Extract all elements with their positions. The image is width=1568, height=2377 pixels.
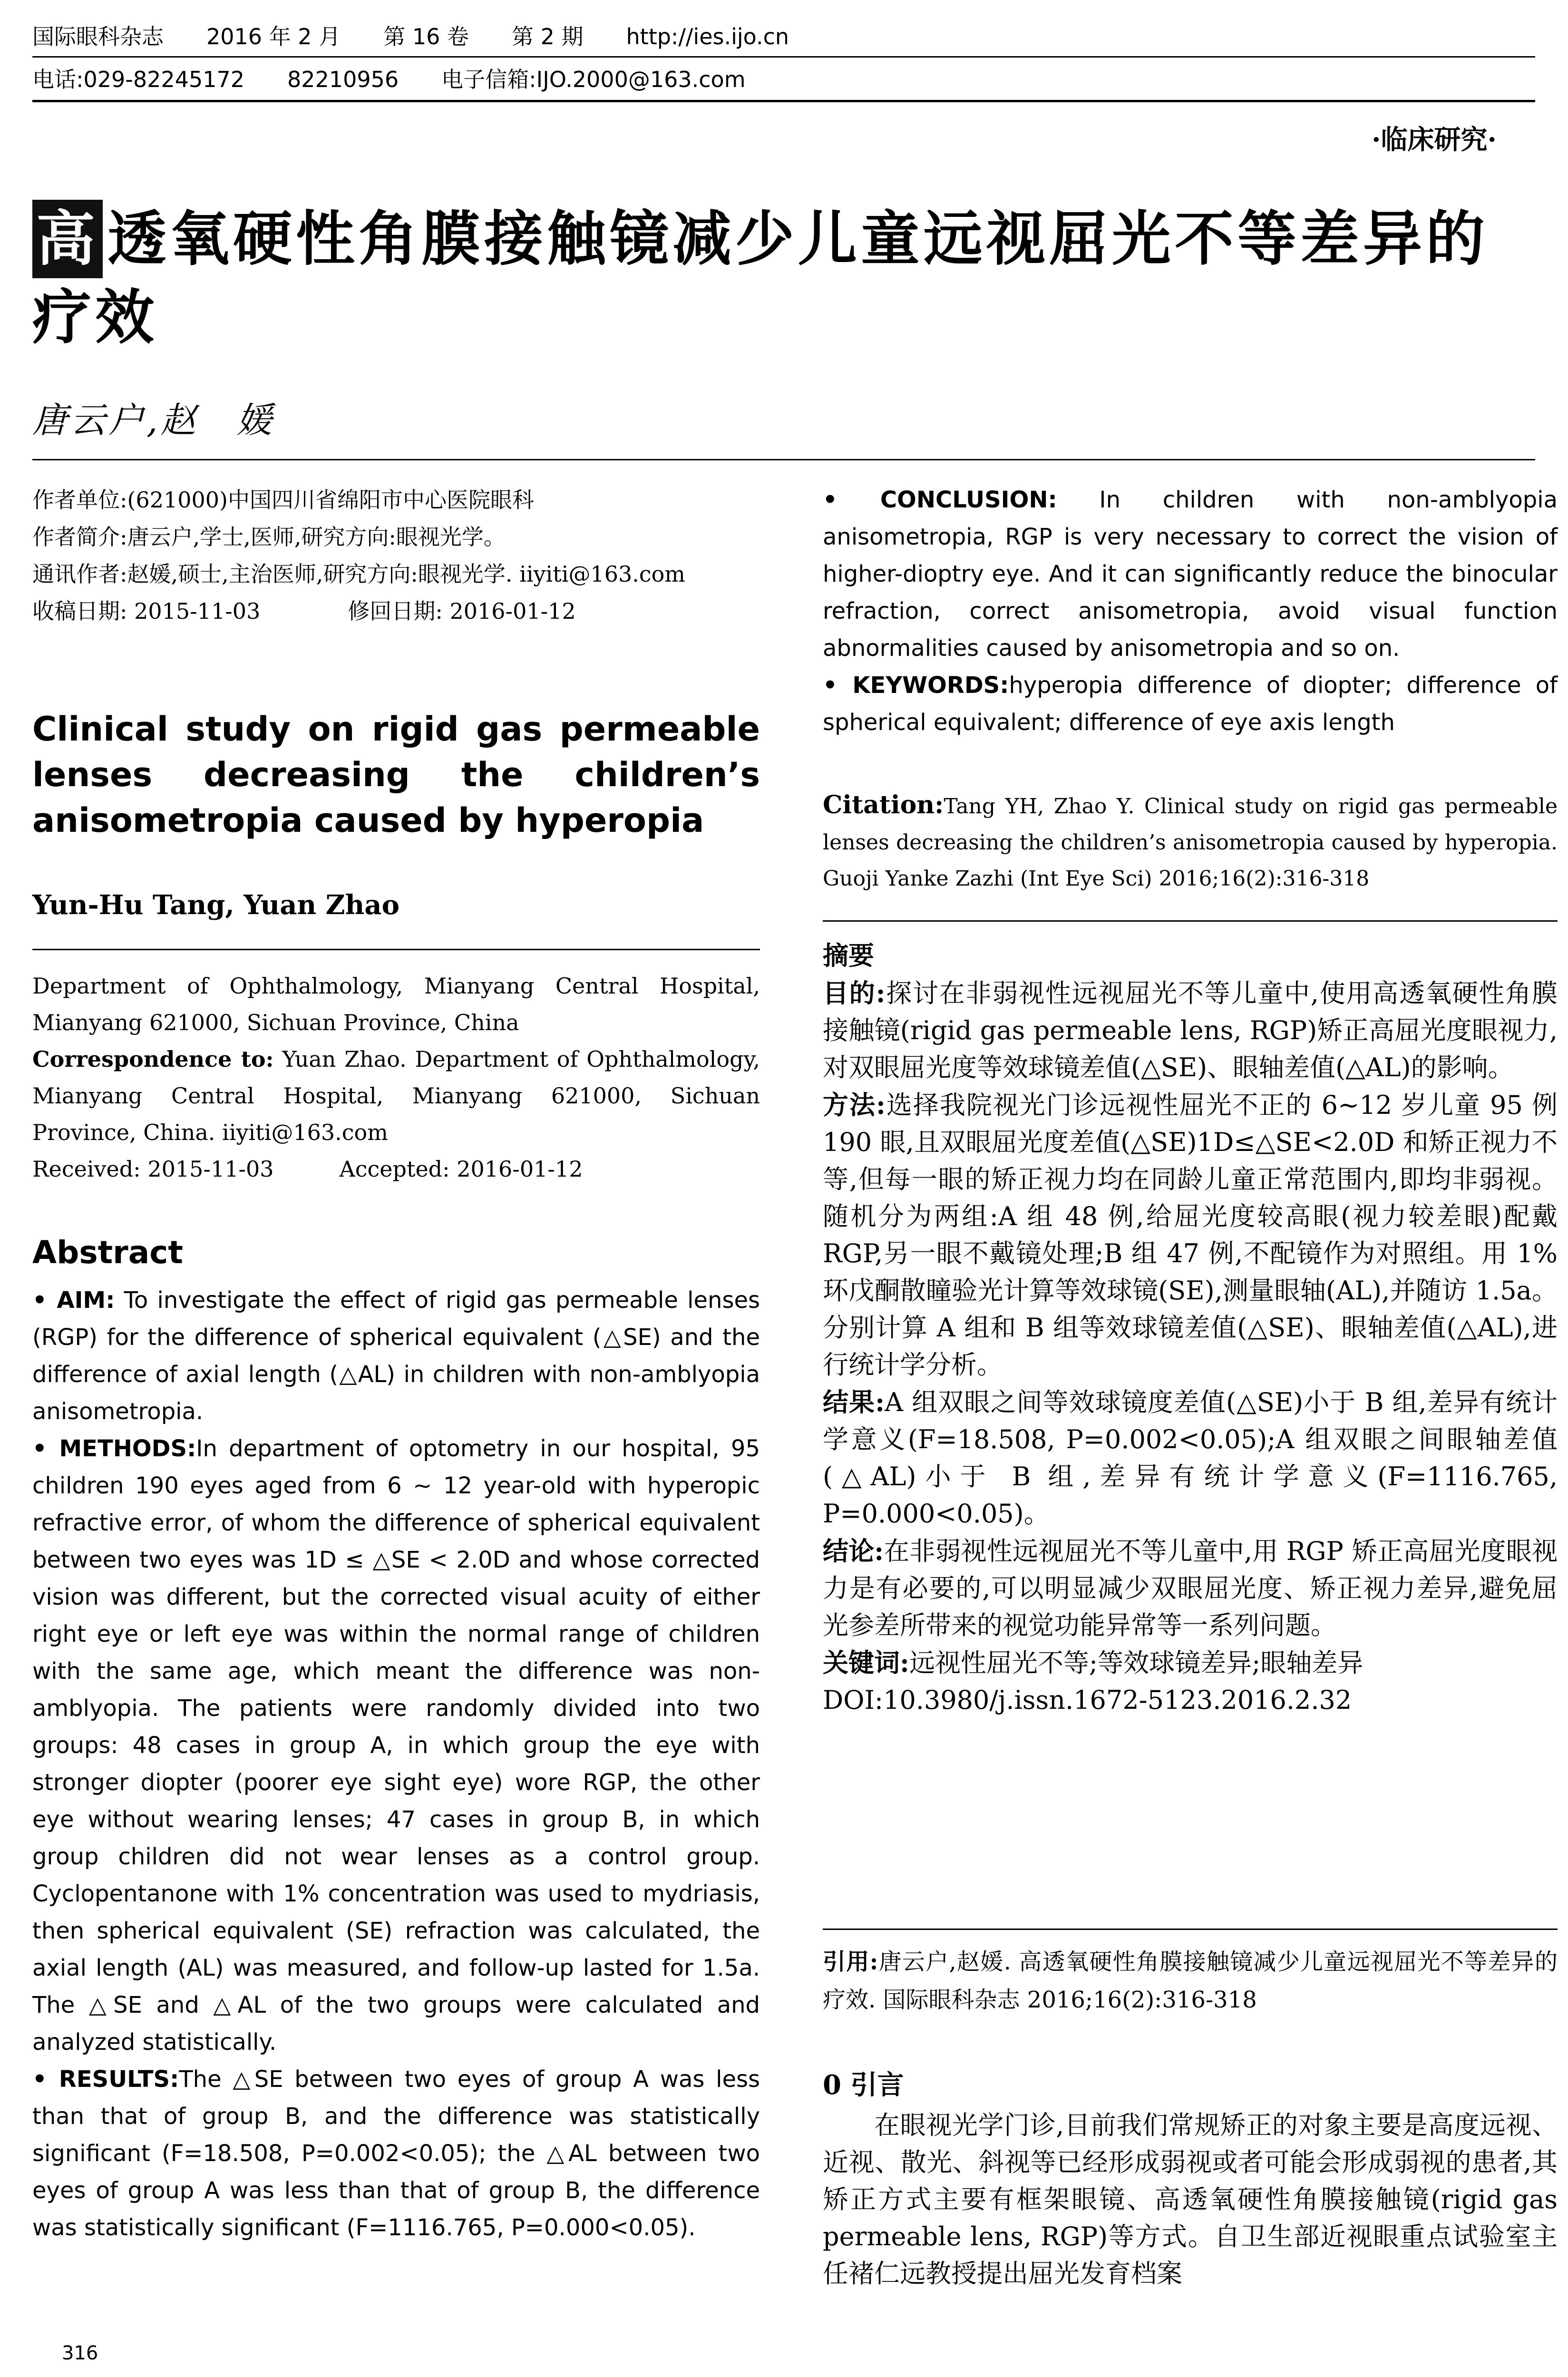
- results-text: The △SE between two eyes of group A was less than that of group B, and the difference was statistically significant (F=18.508, P=0.002<0.05); the △AL between two eyes of group A was less than that of group B, the difference was statistically significant (F=1116.765, P=0.000<0.05).: [32, 2066, 760, 2241]
- department: Department of Ophthalmology, Mianyang Central Hospital, Mianyang 621000, Sichuan Province, China: [32, 973, 760, 1035]
- email: 电子信箱:IJO.2000@163.com: [441, 67, 746, 92]
- abstract-keywords: [823, 667, 1558, 741]
- zhaiyao-heading: [823, 937, 1558, 974]
- issue-number: 第 2 期: [511, 24, 584, 49]
- correspondence-label: Correspondence to:: [32, 1046, 274, 1072]
- journal-name: 国际眼科杂志: [32, 24, 164, 49]
- zhaiyao-mudi: [823, 974, 1558, 1086]
- section-label: ·临床研究·: [1372, 124, 1497, 156]
- phone-2: 82210956: [287, 67, 399, 92]
- methods-label: • METHODS:: [32, 1435, 196, 1462]
- english-authors: Yun-Hu Tang, Yuan Zhao: [32, 889, 399, 921]
- jielun-label: 结论:: [823, 1536, 884, 1566]
- mudi-label: 目的:: [823, 978, 886, 1008]
- yinyong-label: 引用:: [823, 1948, 878, 1975]
- doi: DOI:10.3980/j.issn.1672-5123.2016.2.32: [823, 1685, 1352, 1715]
- citation-label: Citation:: [823, 790, 944, 819]
- header-divider: [32, 56, 1535, 58]
- fangfa-text: 选择我院视光门诊远视性屈光不正的 6~12 岁儿童 95 例 190 眼,且双眼屈光度差值(△SE)1D≤△SE<2.0D 和矫正视力不等,但每一眼的矫正视力均在同龄儿童正常范围内,即均非弱视。随机分为两组:A 组 48 例,给屈光度较高眼(视力较差眼)配戴 RGP,另一眼不戴镜处理;B 组 47 例,不配镜作为对照组。用 1% 环戊酮散瞳验光计算等效球镜(SE),测量眼轴(AL),并随访 1.5a。分别计算 A 组和 B 组等效球镜差值(△SE)、眼轴差值(△AL),进行统计学分析。: [823, 1090, 1558, 1380]
- abstract-heading: Abstract: [32, 1234, 183, 1271]
- jieguo-text: A 组双眼之间等效球镜度差值(△SE)小于 B 组,差异有统计学意义(F=18.508, P=0.002<0.05);A 组双眼之间眼轴差值(△AL)小于 B 组,差异有统计学意义(F=1116.765, P=0.000<0.05)。: [823, 1387, 1558, 1529]
- cn-keywords-label: 关键词:: [823, 1647, 909, 1678]
- keywords-text: hyperopia difference of diopter; difference of spherical equivalent; difference of eye axis length: [823, 672, 1558, 736]
- citation-block: [823, 787, 1558, 897]
- received-revised-dates: 收稿日期: 2015-11-03 修回日期: 2016-01-12: [32, 598, 576, 624]
- article-title: [32, 200, 1535, 357]
- title-badge: 高: [32, 200, 103, 278]
- mudi-text: 探讨在非弱视性远视屈光不等儿童中,使用高透氧硬性角膜接触镜(rigid gas permeable lens, RGP)矫正高屈光度眼视力,对双眼屈光度等效球镜差值(△SE)、眼轴差值(△AL)的影响。: [823, 978, 1558, 1082]
- cn-keywords-text: 远视性屈光不等;等效球镜差异;眼轴差异: [909, 1648, 1363, 1678]
- conclusion-label: • CONCLUSION:: [823, 487, 1057, 513]
- chinese-citation: [823, 1943, 1558, 2019]
- authors-divider: [32, 459, 1535, 460]
- results-label: • RESULTS:: [32, 2066, 179, 2093]
- abstract-conclusion: [823, 481, 1558, 667]
- issue-date: 2016 年 2 月: [206, 24, 341, 49]
- journal-url: http://ies.ijo.cn: [626, 24, 789, 49]
- phone: 电话:029-82245172: [32, 67, 245, 92]
- abstract-aim: [32, 1282, 760, 1430]
- abstract-results: [32, 2061, 760, 2246]
- english-title: Clinical study on rigid gas permeable lenses decreasing the children’s anisometropia caused by hyperopia: [32, 710, 760, 840]
- jieguo-label: 结果:: [823, 1387, 885, 1417]
- zhaiyao-fangfa: [823, 1086, 1558, 1383]
- jielun-text: 在非弱视性远视屈光不等儿童中,用 RGP 矫正高屈光度眼视力是有必要的,可以明显减少双眼屈光度、矫正视力差异,避免屈光参差所带来的视觉功能异常等一系列问题。: [823, 1536, 1558, 1640]
- zhaiyao-jieguo: [823, 1383, 1558, 1532]
- aim-label: • AIM:: [32, 1287, 115, 1314]
- abstract-body: [32, 1282, 760, 2246]
- abstract-methods: [32, 1430, 760, 2061]
- fangfa-label: 方法:: [823, 1090, 886, 1120]
- citation-text: Tang YH, Zhao Y. Clinical study on rigid gas permeable lenses decreasing the children’s anisometropia caused by hyperopia. Guoji Yanke Zazhi (Int Eye Sci) 2016;16(2):316-318: [823, 794, 1558, 891]
- zhaiyao-heading-text: 摘要: [823, 940, 874, 971]
- page-number: 316: [62, 2342, 98, 2364]
- methods-text: In department of optometry in our hospital, 95 children 190 eyes aged from 6 ~ 12 year-old with hyperopic refractive error, of whom the difference of spherical equivalent between two eyes was 1D ≤ △SE < 2.0D and whose corrected vision was different, but the corrected visual acuity of either right eye or left eye was within the normal range of children with the same age, which meant the difference was non-amblyopia. The patients were randomly divided into two groups: 48 cases in group A, in which group the eye with stronger diopter (poorer eye sight eye) wore RGP, the other eye without wearing lenses; 47 cases in group B, in which group children did not wear lenses as a control group. Cyclopentanone with 1% concentration was used to mydriasis, then spherical equivalent (SE) refraction was calculated, the axial length (AL) was measured, and follow-up lasted for 1.5a. The △SE and △AL of the two groups were calculated and analyzed statistically.: [32, 1435, 760, 2056]
- correspondence-text: Yuan Zhao. Department of Ophthalmology, Mianyang Central Hospital, Mianyang 621000, Sichuan Province, China. iiyiti@163.com: [32, 1046, 760, 1145]
- chinese-abstract: [823, 937, 1558, 1719]
- affiliation-divider: [32, 949, 760, 950]
- zhaiyao-divider: [823, 920, 1558, 922]
- running-header-line2: [32, 66, 789, 93]
- correspondence: [32, 1041, 760, 1151]
- authors-cn: 唐云户,赵 媛: [32, 400, 275, 441]
- affiliation-block: [32, 968, 760, 1188]
- author-bio: 作者简介:唐云户,学士,医师,研究方向:眼视光学。: [32, 524, 506, 550]
- author-meta: [32, 481, 760, 630]
- aim-text: To investigate the effect of rigid gas permeable lenses (RGP) for the difference of spherical equivalent (△SE) and the difference of axial length (△AL) in children with non-amblyopia anisometropia.: [32, 1287, 760, 1425]
- zhaiyao-keywords: [823, 1644, 1558, 1682]
- corresponding-author: 通讯作者:赵媛,硕士,主治医师,研究方向:眼视光学. iiyiti@163.com: [32, 561, 685, 587]
- author-unit: 作者单位:(621000)中国四川省绵阳市中心医院眼科: [32, 487, 534, 513]
- intro-heading: 0 引言: [823, 2069, 904, 2101]
- abstract-continued: [823, 481, 1558, 741]
- volume: 第 16 卷: [383, 24, 469, 49]
- intro-paragraph: 在眼视光学门诊,目前我们常规矫正的对象主要是高度远视、近视、散光、斜视等已经形成弱视或者可能会形成弱视的患者,其矫正方式主要有框架眼镜、高透氧硬性角膜接触镜(rigid gas permeable lens, RGP)等方式。自卫生部近视眼重点试验室主任褚仁远教授提出屈光发育档案: [823, 2110, 1558, 2289]
- yinyong-divider: [823, 1929, 1558, 1930]
- title-text: 透氧硬性角膜接触镜减少儿童远视屈光不等差异的疗效: [32, 205, 1489, 352]
- running-header-line1: [32, 23, 832, 50]
- received-accepted-dates: Received: 2015-11-03 Accepted: 2016-01-12: [32, 1156, 583, 1182]
- header-divider-thick: [32, 100, 1535, 102]
- yinyong-text: 唐云户,赵媛. 高透氧硬性角膜接触镜减少儿童远视屈光不等差异的疗效. 国际眼科杂志 2016;16(2):316-318: [823, 1948, 1558, 2013]
- conclusion-text: In children with non-amblyopia anisometropia, RGP is very necessary to correct the vision of higher-dioptry eye. And it can significantly reduce the binocular refraction, correct anisometropia, avoid visual function abnormalities caused by anisometropia and so on.: [823, 487, 1558, 662]
- keywords-label: • KEYWORDS:: [823, 672, 1009, 699]
- zhaiyao-jielun: [823, 1532, 1558, 1644]
